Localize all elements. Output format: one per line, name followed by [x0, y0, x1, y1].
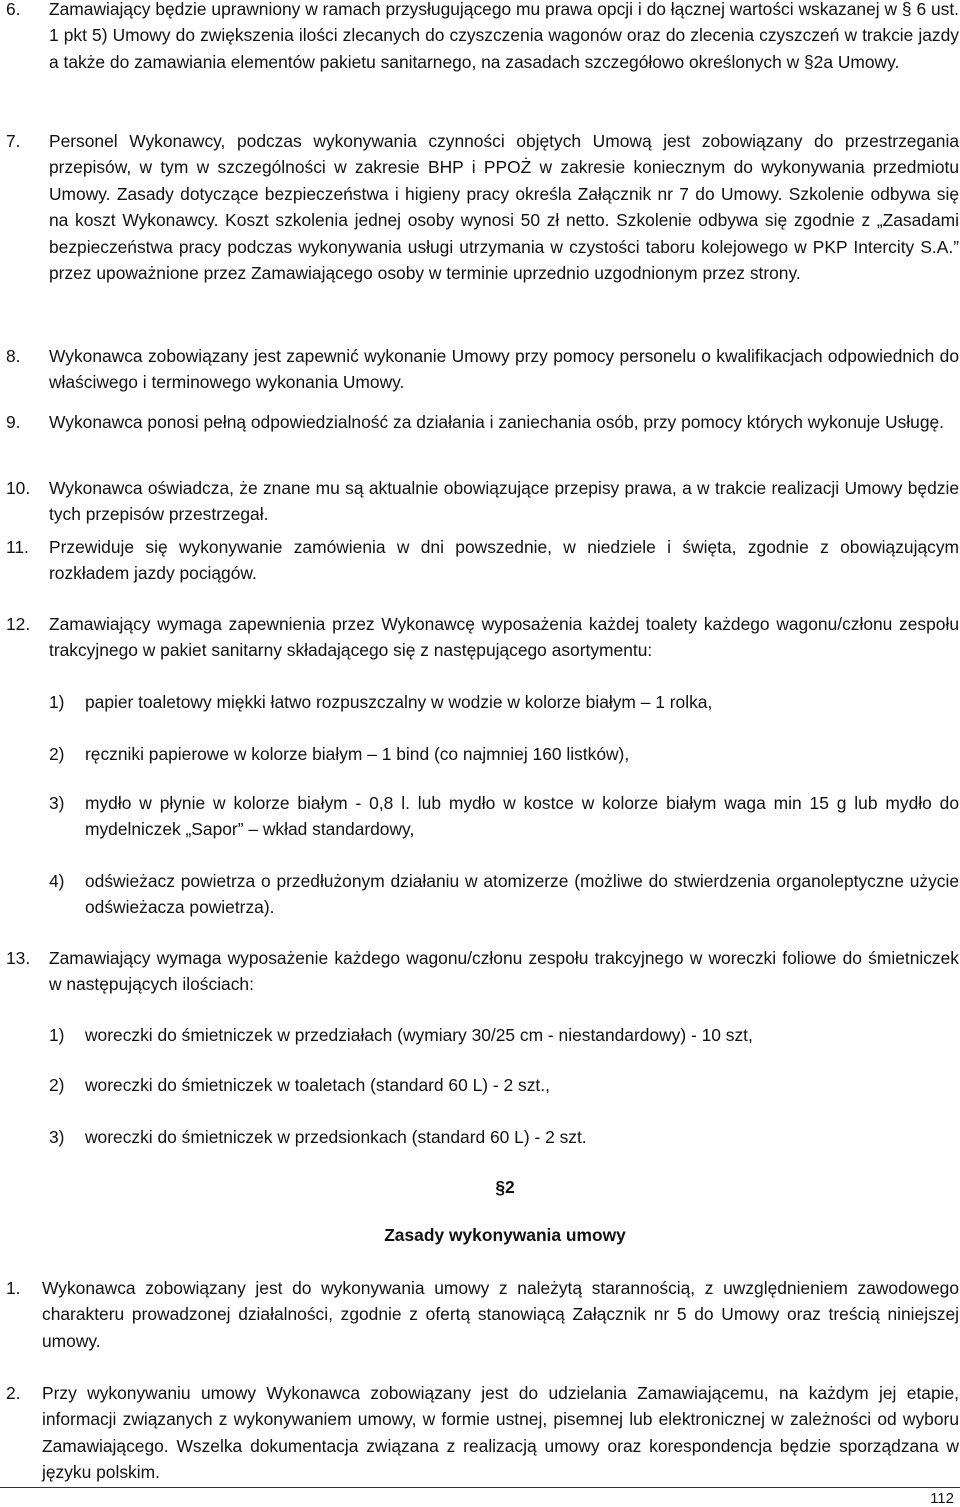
list-item: 3) mydło w płynie w kolorze białym - 0,8 l. lub mydło w kostce w kolorze białym waga min 15 g lub mydło do mydelniczek „Sapor” – wkład standardowy, — [49, 793, 959, 840]
clause-number: 2. — [6, 1383, 21, 1403]
clause-number: 12. — [6, 614, 31, 634]
list-item: 3) woreczki do śmietniczek w przedsionkach (standard 60 L) - 2 szt. — [49, 1127, 587, 1147]
clause-text: Przy wykonywaniu umowy Wykonawca zobowiązany jest do udzielania Zamawiającemu, na każdym jej etapie, informacji związanych z wykonywaniem umowy, w formie ustnej, pisemnej lub elektronicznej w zależności od wyboru Zamawiającego. Wszelka dokumentacja związana z realizacją umowy oraz korespondencja będzie sporządzana w języku polskim. — [42, 1383, 959, 1483]
clause-text: Personel Wykonawcy, podczas wykonywania czynności objętych Umową jest zobowiązany do przestrzegania przepisów, w tym w szczególności w zakresie BHP i PPOŻ w zakresie koniecznym do wykonywania przedmiotu Umowy. Zasady dotyczące bezpieczeństwa i higieny pracy określa Załącznik nr 7 do Umowy. Szkolenie odbywa się na koszt Wykonawcy. Koszt szkolenia jednej osoby wynosi 50 zł netto. Szkolenie odbywa się zgodnie z „Zasadami bezpieczeństwa pracy podczas wykonywania usługi utrzymania w czystości taboru kolejowego w PKP Intercity S.A.” przez upoważnione przez Zamawiającego osoby w terminie uprzednio uzgodnionym przez strony. — [49, 131, 959, 284]
clause-text: Zamawiający wymaga zapewnienia przez Wykonawcę wyposażenia każdej toalety każdego wagonu/członu zespołu trakcyjnego w pakiet sanitarny składającego się z następującego asortymentu: — [49, 614, 959, 661]
clause-text: Wykonawca oświadcza, że znane mu są aktualnie obowiązujące przepisy prawa, a w trakcie realizacji Umowy będzie tych przepisów przestrzegał. — [49, 478, 959, 525]
clause-text: Przewiduje się wykonywanie zamówienia w dni powszednie, w niedziele i święta, zgodnie z obowiązującym rozkładem jazdy pociągów. — [49, 537, 959, 584]
clause-number: 13. — [6, 948, 31, 968]
clause-text: Wykonawca zobowiązany jest do wykonywania umowy z należytą starannością, z uwzględnieniem zawodowego charakteru prowadzonej działalności, zgodnie z ofertą stanowiącą Załącznik nr 5 do Umowy oraz treścią niniejszej umowy. — [42, 1278, 959, 1351]
page-number: 112 — [930, 1490, 954, 1507]
clause-number: 8. — [6, 346, 21, 366]
list-item: 1) papier toaletowy miękki łatwo rozpuszczalny w wodzie w kolorze białym – 1 rolka, — [49, 692, 713, 712]
clause-number: 6. — [6, 0, 21, 19]
list-item: 1) woreczki do śmietniczek w przedziałach (wymiary 30/25 cm - niestandardowy) - 10 szt, — [49, 1025, 753, 1045]
footer-rule — [0, 1487, 960, 1488]
clause-text: Wykonawca ponosi pełną odpowiedzialność za działania i zaniechania osób, przy pomocy których wykonuje Usługę. — [49, 412, 944, 432]
clause-number: 10. — [6, 478, 31, 498]
clause-text: Zamawiający będzie uprawniony w ramach przysługującego mu prawa opcji i do łącznej wartości wskazanej w § 6 ust. 1 pkt 5) Umowy do zwiększenia ilości zlecanych do czyszczenia wagonów oraz do zlecenia czyszczeń w trakcie jazdy a także do zamawiania elementów pakietu sanitarnego, na zasadach szczegółowo określonych w §2a Umowy. — [49, 0, 959, 72]
clause-number: 1. — [6, 1278, 21, 1298]
section-number: §2 — [495, 1177, 515, 1197]
list-item: 2) woreczki do śmietniczek w toaletach (standard 60 L) - 2 szt., — [49, 1075, 550, 1095]
clause-number: 7. — [6, 131, 21, 151]
clause-number: 9. — [6, 412, 21, 432]
clause-number: 11. — [6, 537, 29, 557]
section-title: Zasady wykonywania umowy — [384, 1225, 626, 1245]
list-item: 2) ręczniki papierowe w kolorze białym – 1 bind (co najmniej 160 listków), — [49, 744, 630, 764]
clause-text: Zamawiający wymaga wyposażenie każdego wagonu/członu zespołu trakcyjnego w woreczki foliowe do śmietniczek w następujących ilościach: — [49, 948, 959, 995]
list-item: 4) odświeżacz powietrza o przedłużonym działaniu w atomizerze (możliwe do stwierdzenia organoleptyczne użycie odświeżacza powietrza). — [49, 871, 959, 918]
clause-text: Wykonawca zobowiązany jest zapewnić wykonanie Umowy przy pomocy personelu o kwalifikacjach odpowiednich do właściwego i terminowego wykonania Umowy. — [49, 346, 959, 393]
